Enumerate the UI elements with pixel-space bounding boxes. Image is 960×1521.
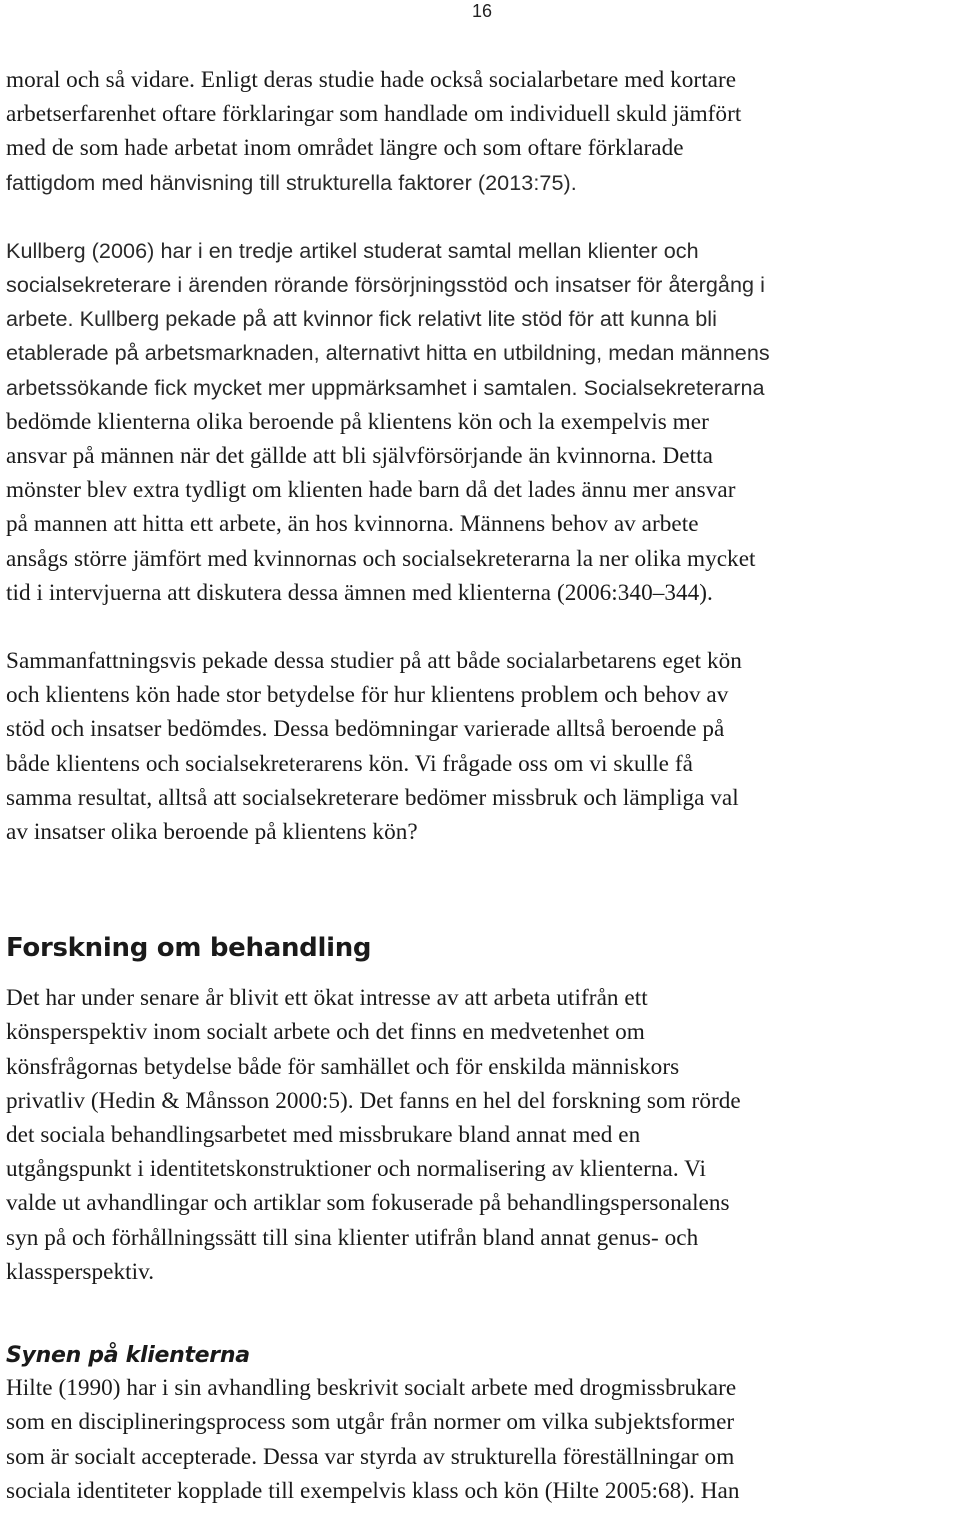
text-line: privatliv (Hedin & Månsson 2000:5). Det fanns en hel del forskning som rörde — [6, 1087, 741, 1114]
text-line: moral och så vidare. Enligt deras studie hade också socialarbetare med kortare — [6, 67, 737, 93]
subsection-heading: Synen på klienterna — [6, 1343, 250, 1369]
text-line: utgångspunkt i identitetskonstruktioner och normalisering av klienterna. Vi — [6, 1156, 706, 1183]
text-line: ansågs större jämfört med kvinnornas och socialsekreterarna la ner olika mycket — [6, 545, 756, 572]
text-line: arbetssökande fick mycket mer uppmärksamhet i samtalen. Socialsekreterarna — [6, 374, 765, 400]
paragraph-3 — [6, 644, 954, 849]
text-line: klassperspektiv. — [6, 1258, 155, 1285]
text-line: etablerade på arbetsmarknaden, alternativt hitta en utbildning, medan männens — [6, 340, 770, 366]
paragraph-1 — [6, 63, 954, 200]
text-line: stöd och insatser bedömdes. Dessa bedömningar varierade alltså beroende på — [6, 716, 725, 743]
text-line: Kullberg (2006) har i en tredje artikel studerat samtal mellan klienter och — [6, 237, 699, 263]
page-content — [6, 63, 954, 1508]
paragraph-gap — [6, 610, 954, 644]
text-line: tid i intervjuerna att diskutera dessa ämnen med klienterna (2006:340–344). — [6, 579, 713, 606]
paragraph-4 — [6, 981, 954, 1289]
text-line: av insatser olika beroende på klientens kön? — [6, 819, 418, 846]
text-line: och klientens kön hade stor betydelse för hur klientens problem och behov av — [6, 682, 729, 709]
paragraph-gap — [6, 200, 954, 234]
text-line: valde ut avhandlingar och artiklar som fokuserade på behandlingspersonalens — [6, 1190, 730, 1217]
text-line: syn på och förhållningssätt till sina klienter utifrån bland annat genus- och — [6, 1224, 699, 1251]
text-line: arbete. Kullberg pekade på att kvinnor fick relativt lite stöd för att kunna bli — [6, 306, 717, 332]
text-line: samma resultat, alltså att socialsekreterare bedömer missbruk och lämpliga val — [6, 784, 739, 811]
text-line: mönster blev extra tydligt om klienten hade barn då det lades ännu mer ansvar — [6, 477, 736, 504]
text-line: Sammanfattningsvis pekade dessa studier på att både socialarbetarens eget kön — [6, 648, 742, 675]
page-number: 16 — [472, 1, 493, 21]
text-line: Det har under senare år blivit ett ökat intresse av att arbeta utifrån ett — [6, 985, 648, 1012]
section-gap — [6, 1289, 954, 1341]
text-line: med de som hade arbetat inom området längre och som oftare förklarade — [6, 135, 684, 162]
text-line: både klientens och socialsekreterarens kön. Vi frågade oss om vi skulle få — [6, 750, 693, 777]
section-gap — [6, 849, 954, 931]
text-line: könsperspektiv inom socialt arbete och det finns en medvetenhet om — [6, 1019, 645, 1046]
paragraph-2 — [6, 234, 954, 610]
text-line: socialsekreterare i ärenden rörande försörjningsstöd och insatser för återgång i — [6, 272, 765, 298]
section-heading: Forskning om behandling — [6, 933, 372, 964]
text-line: bedömde klienterna olika beroende på klientens kön och la exempelvis mer — [6, 408, 709, 435]
text-line: Hilte (1990) har i sin avhandling beskrivit socialt arbete med drogmissbrukare — [6, 1375, 737, 1402]
text-line: det sociala behandlingsarbetet med missbrukare bland annat med en — [6, 1122, 641, 1149]
text-line: könsfrågornas betydelse både för samhället och för enskilda människors — [6, 1053, 680, 1080]
text-line: ansvar på männen när det gällde att bli självförsörjande än kvinnorna. Detta — [6, 443, 713, 470]
text-line: arbetserfarenhet oftare förklaringar som handlade om individuell skuld jämfört — [6, 101, 742, 128]
heading-gap — [6, 965, 954, 981]
text-line: som en disciplineringsprocess som utgår från normer om vilka subjektsformer — [6, 1409, 735, 1436]
text-line: fattigdom med hänvisning till strukturella faktorer (2013:75). — [6, 169, 577, 195]
text-line: på mannen att hitta ett arbete, än hos kvinnorna. Männens behov av arbete — [6, 511, 699, 538]
paragraph-5 — [6, 1371, 954, 1508]
text-line: som är socialt accepterade. Dessa var styrda av strukturella föreställningar om — [6, 1443, 735, 1470]
text-line: sociala identiteter kopplade till exempelvis klass och kön (Hilte 2005:68). Han — [6, 1477, 740, 1504]
